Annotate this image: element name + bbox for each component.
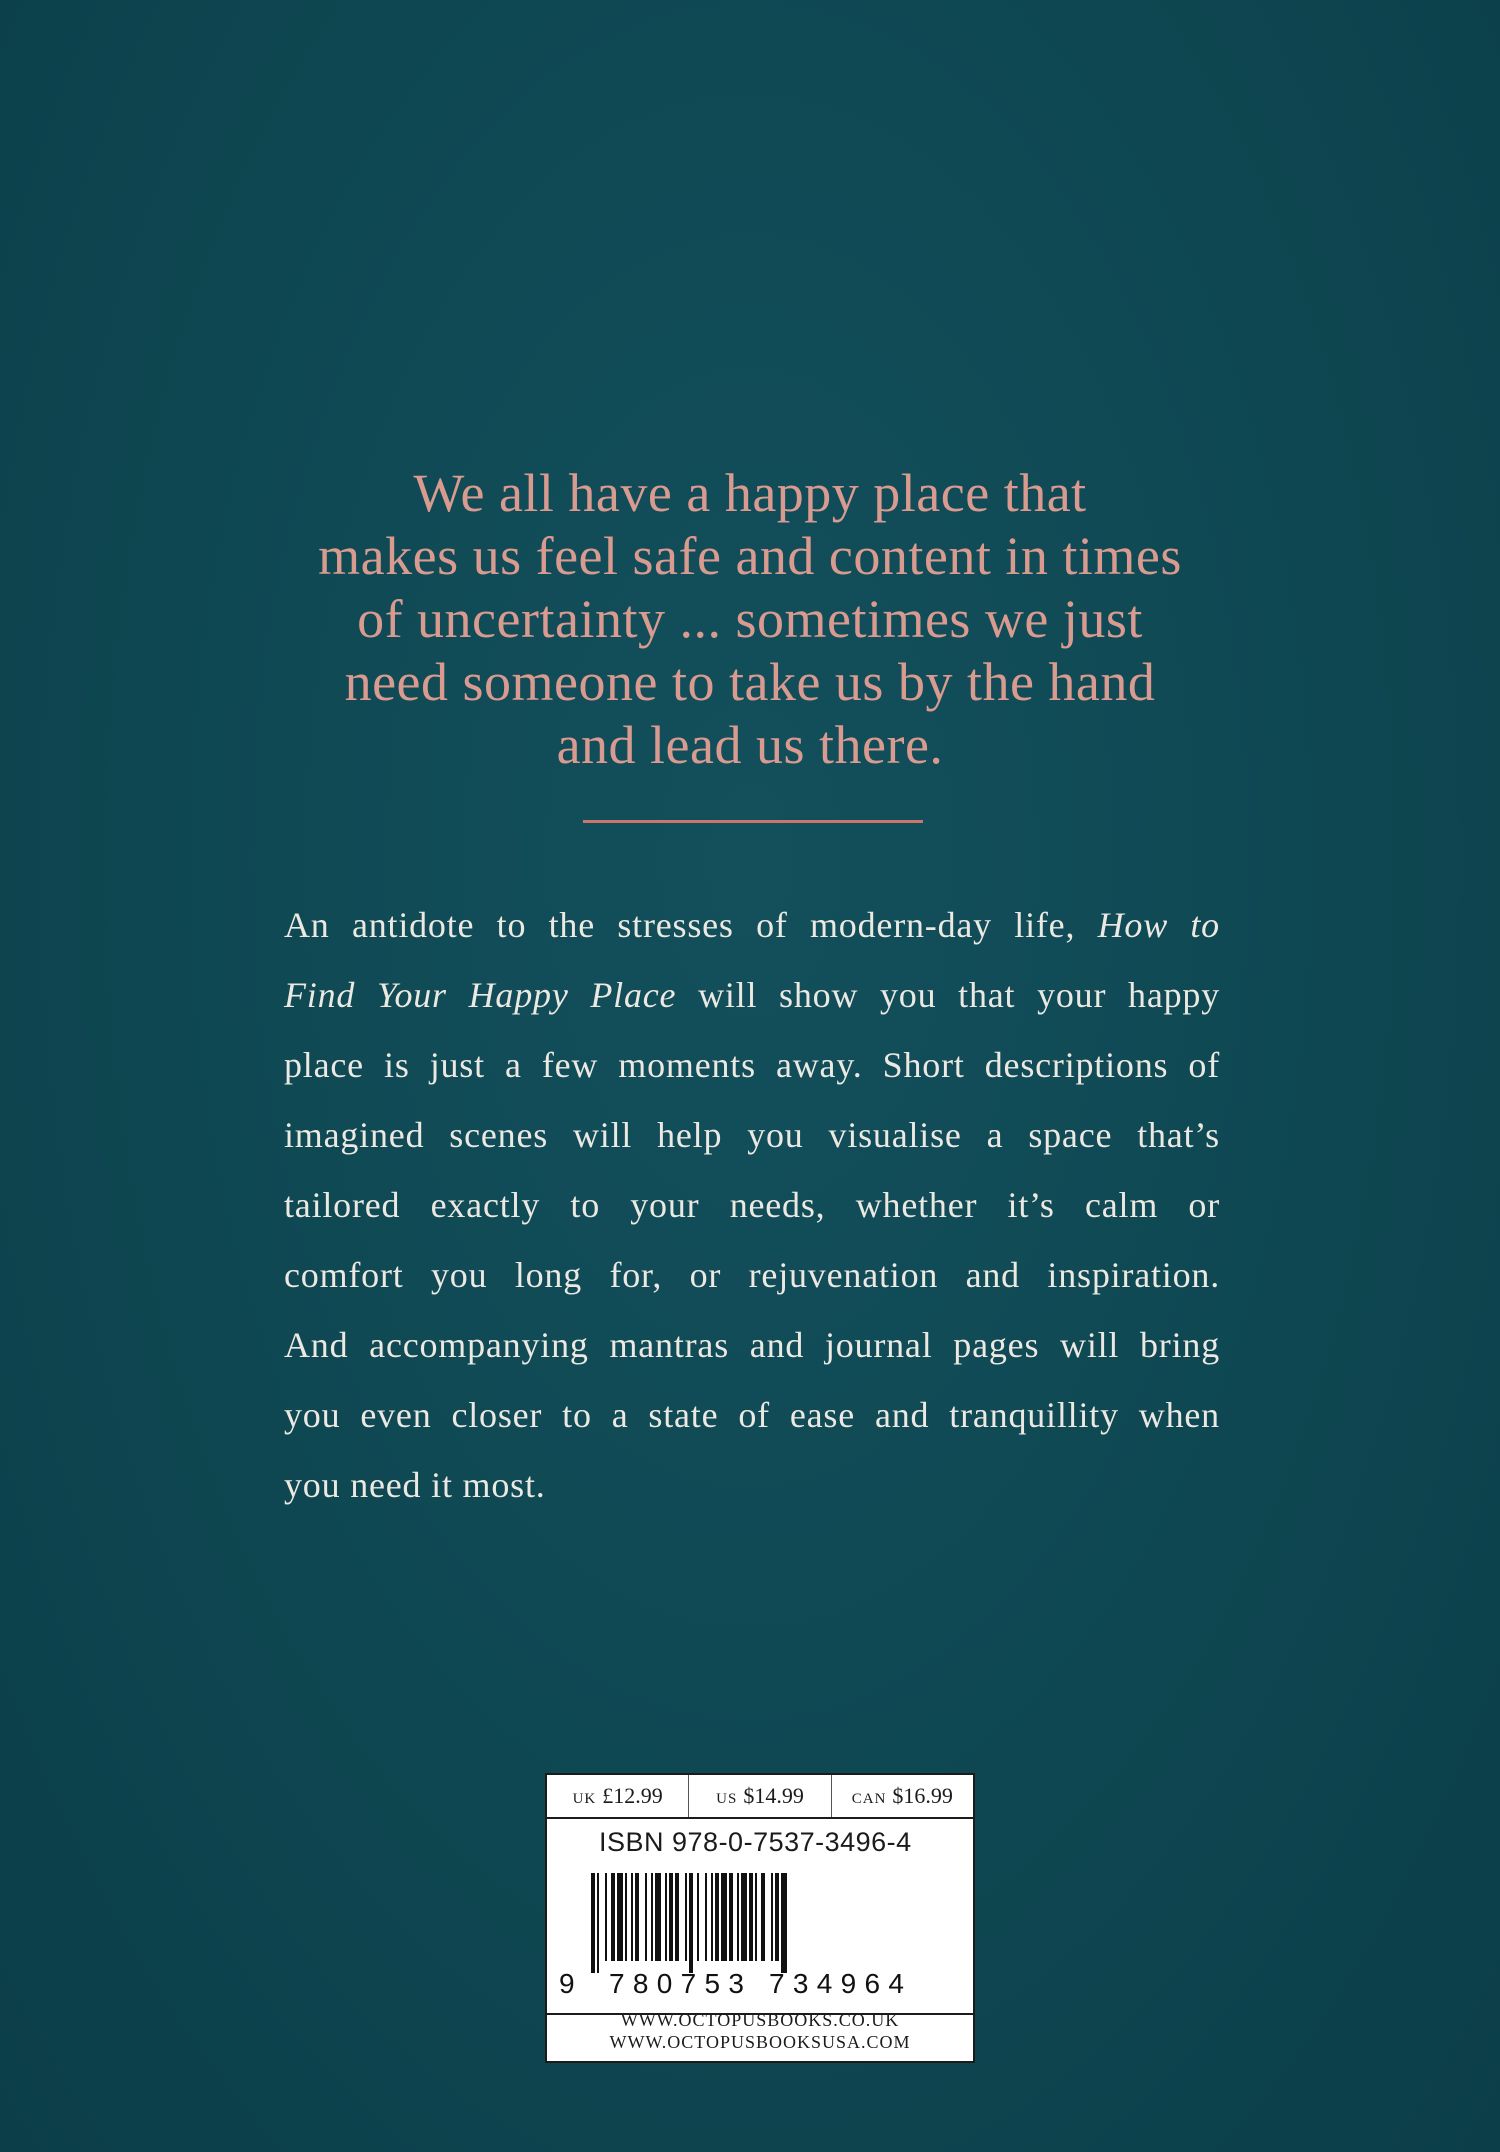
barcode-bar [617,1873,623,1961]
barcode-bar [655,1873,661,1961]
barcode-bar [689,1873,693,1973]
barcode-digit-lead: 9 [559,1968,575,1999]
barcode-bar [749,1873,753,1961]
blurb-paragraph [284,890,1220,1520]
book-title-italic: How to [1097,905,1220,945]
barcode-bar [605,1873,607,1961]
price-amount: $14.99 [743,1783,804,1808]
barcode-bar [711,1873,713,1961]
barcode-bar [729,1873,733,1961]
barcode-bar [625,1873,627,1961]
barcode-bar [611,1873,615,1961]
barcode-bar [635,1873,639,1961]
quote-line: makes us feel safe and content in times [318,526,1182,586]
barcode-bar [781,1873,787,1973]
blurb-line: you even closer to a state of ease and tranquillity when [284,1395,1220,1435]
price-country: US [716,1791,738,1807]
isbn-text: ISBN 978-0-7537-3496-4 [599,1827,912,1857]
barcode-bar [741,1873,747,1961]
blurb-text: An antidote to the stresses of modern-day life, [284,905,1076,945]
blurb-text: will show you that your happy [698,975,1220,1015]
quote-line: We all have a happy place that [413,463,1087,523]
barcode-bar [665,1873,667,1961]
barcode-bar [685,1873,687,1961]
barcode-bar [737,1873,739,1961]
blurb-line: tailored exactly to your needs, whether it’s calm or [284,1185,1220,1225]
barcode-bar [715,1873,719,1961]
blurb-line: imagined scenes will help you visualise a space that’s [284,1115,1220,1155]
blurb-line: place is just a few moments away. Short descriptions of [284,1045,1220,1085]
barcode-image [547,1865,973,2005]
barcode-bar [771,1873,773,1961]
barcode-bar [597,1873,599,1973]
barcode-bar [775,1873,779,1961]
barcode-bar [705,1873,707,1961]
price-us [688,1775,830,1817]
price-can [831,1775,973,1817]
blurb-line [284,960,1220,1030]
price-uk [547,1775,688,1817]
price-strip [547,1775,973,1819]
divider-rule [583,820,923,823]
barcode-bar [755,1873,757,1961]
barcode-digits-left: 780753 [609,1968,744,1999]
price-country: CAN [851,1791,887,1807]
price-amount: £12.99 [602,1783,663,1808]
barcode-digits-right: 734964 [769,1968,904,1999]
barcode-bar [651,1873,653,1961]
barcode-bar [591,1873,595,1973]
barcode-bar [645,1873,647,1961]
pull-quote [250,462,1250,777]
quote-line: and lead us there. [556,715,944,775]
blurb-line: And accompanying mantras and journal pages will bring [284,1325,1220,1365]
barcode-bar [761,1873,765,1961]
barcode-label [545,1773,975,2063]
barcode-bar [669,1873,673,1961]
book-title-italic: Find Your Happy Place [284,975,677,1015]
blurb-line [284,890,1220,960]
blurb-line: comfort you long for, or rejuvenation and inspiration. [284,1255,1220,1295]
barcode-bar [721,1873,727,1961]
publisher-url-uk: WWW.OCTOPUSBOOKS.CO.UK [620,2010,900,2030]
publisher-url-usa: WWW.OCTOPUSBOOKSUSA.COM [609,2032,911,2052]
price-country: UK [572,1791,597,1807]
barcode-bar [675,1873,679,1961]
barcode-bar [697,1873,699,1961]
blurb-line: you need it most. [284,1465,546,1505]
price-amount: $16.99 [892,1783,953,1808]
barcode-bar [631,1873,633,1961]
quote-line: need someone to take us by the hand [344,652,1156,712]
publisher-urls [547,2009,973,2053]
quote-line: of uncertainty ... sometimes we just [357,589,1143,649]
